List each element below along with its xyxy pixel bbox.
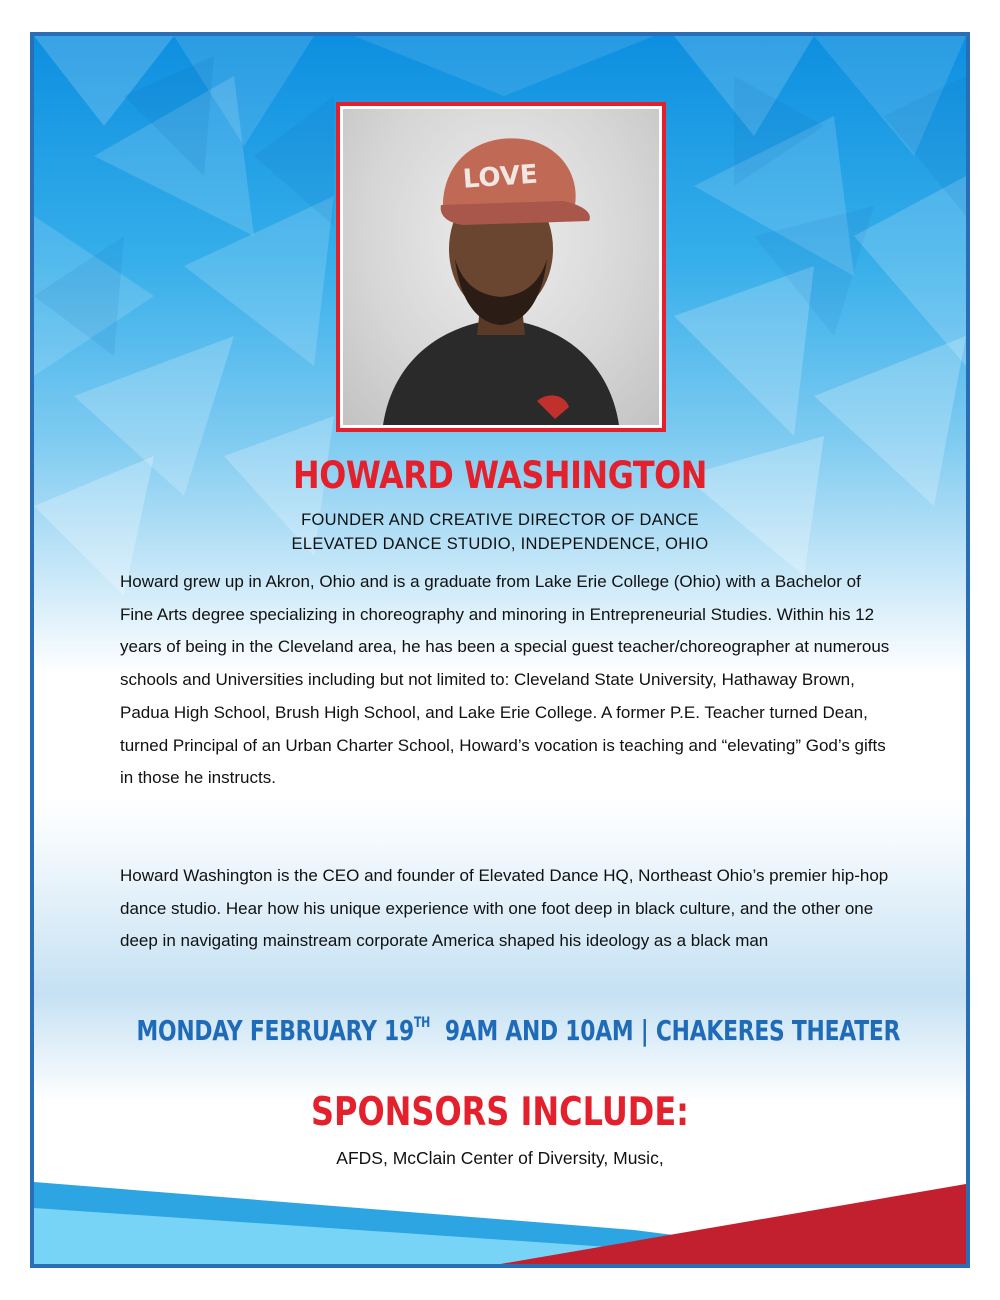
speaker-photo	[343, 109, 659, 425]
speaker-photo-frame	[336, 102, 666, 432]
event-time-location: 9AM AND 10AM | CHAKERES THEATER	[444, 1014, 901, 1047]
sponsors-list: AFDS, McClain Center of Diversity, Music,	[336, 1148, 664, 1168]
speaker-role-line-2: ELEVATED DANCE STUDIO, INDEPENDENCE, OHIO	[291, 535, 709, 553]
event-details	[136, 1014, 901, 1047]
bio-paragraph-1: Howard grew up in Akron, Ohio and is a graduate from Lake Erie College (Ohio) with a Bachelor of Fine Arts degree specializing in choreography and minoring in Entrepreneurial Studies. Within his 12 years of being in the Cleveland area, he has been a special guest teacher/choreographer at numerous schools and Universities including but not limited to: Cleveland State University, Hathaway Brown, Padua High School, Brush High School, and Lake Erie College. A former P.E. Teacher turned Dean, turned Principal of an Urban Charter School, Howard’s vocation is teaching and “elevating” God’s gifts in those he instructs.	[120, 572, 890, 788]
speaker-role-line-1: FOUNDER AND CREATIVE DIRECTOR OF DANCE	[301, 511, 699, 529]
speaker-name: HOWARD WASHINGTON	[293, 454, 707, 497]
bottom-wedge-decoration	[34, 1166, 966, 1268]
bio-paragraph-2: Howard Washington is the CEO and founder of Elevated Dance HQ, Northeast Ohio’s premier hip-hop dance studio. Hear how his unique experience with one foot deep in black culture, and the other one deep in navigating mainstream corporate America shaped his ideology as a black man	[120, 866, 889, 951]
cap-text: LOVE	[461, 159, 539, 195]
poster-frame	[30, 32, 970, 1268]
sponsors-heading: SPONSORS INCLUDE:	[311, 1090, 689, 1135]
speaker-portrait-illustration	[343, 109, 659, 425]
event-date-suffix: TH	[413, 1015, 431, 1031]
event-date: MONDAY FEBRUARY 19	[136, 1014, 414, 1047]
